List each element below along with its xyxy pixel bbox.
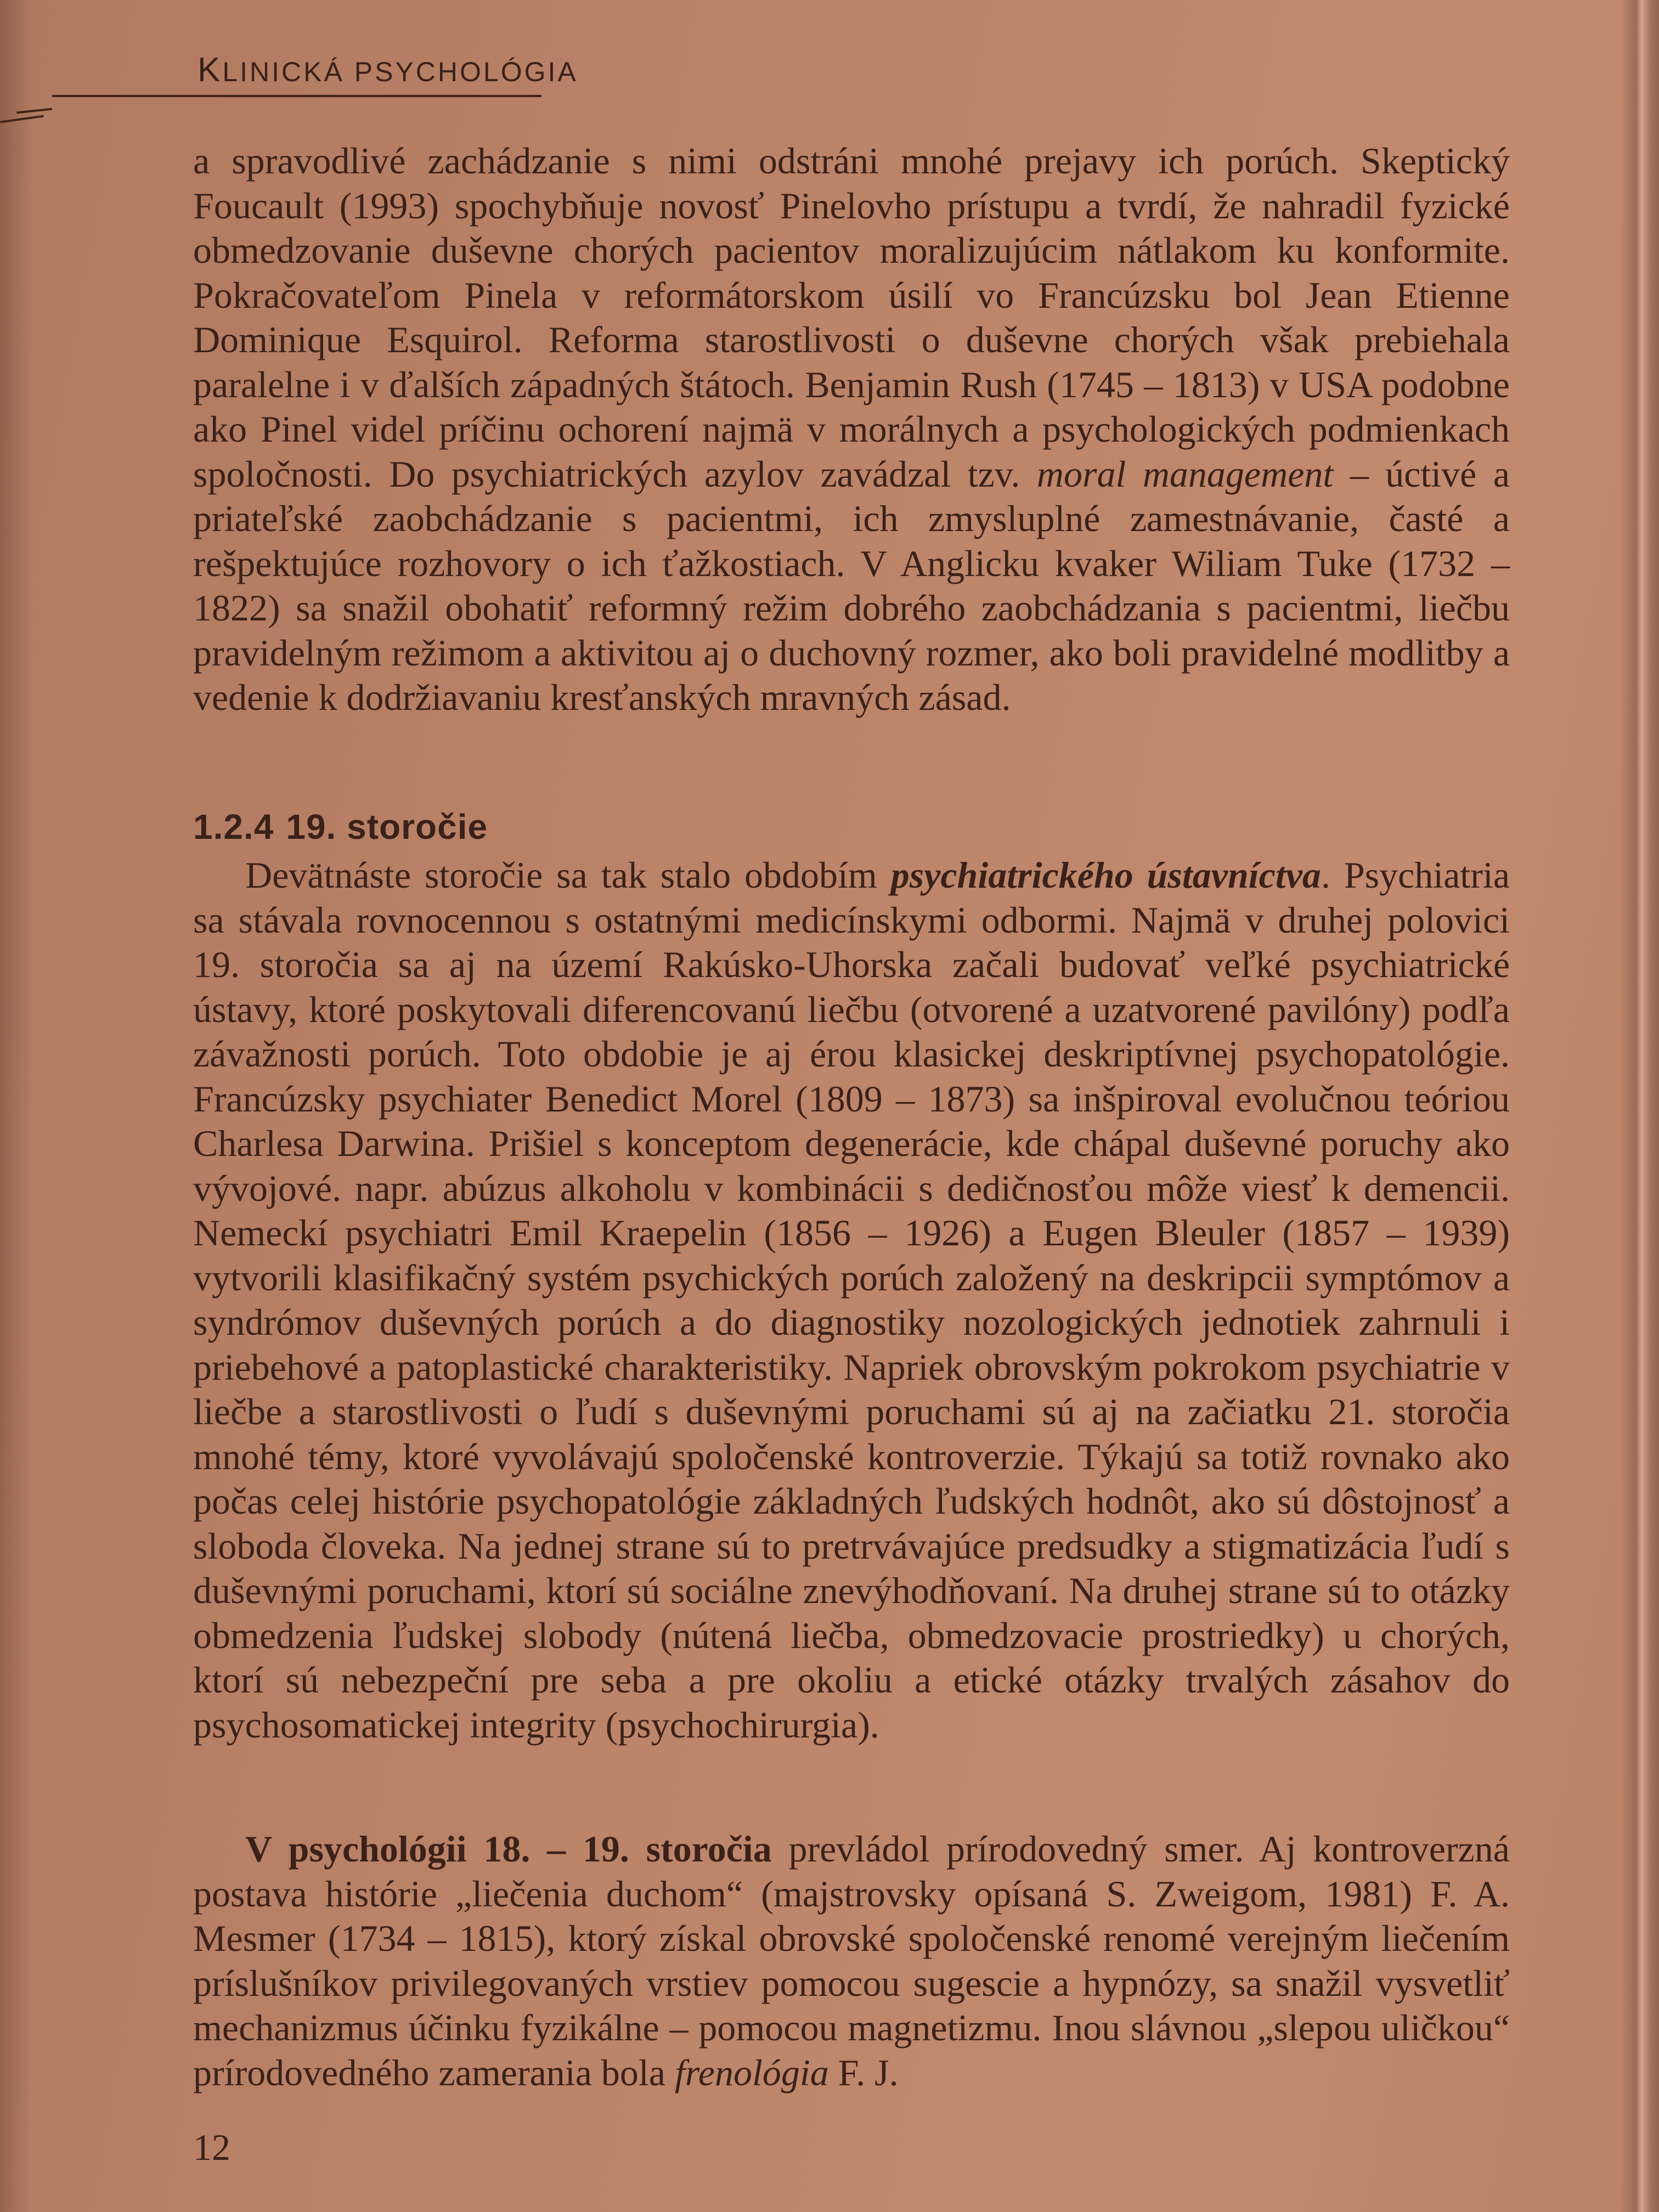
section-heading xyxy=(193,806,488,847)
header-rule xyxy=(52,95,541,97)
term-frenologia: frenológia xyxy=(674,2051,829,2094)
page-number: 12 xyxy=(193,2126,230,2168)
section-title: 19. storočie xyxy=(286,807,488,847)
running-header-text: LINICKÁ PSYCHOLÓGIA xyxy=(222,57,578,87)
running-header-initial: K xyxy=(198,51,223,89)
paragraph-1-text: a spravodlivé zachádzanie s nimi odstráni mnohé prejavy ich porúch. Skeptický Foucault (1993) spochybňuje novosť Pinelovho prístupu a tvrdí, že nahradil fyzické obmedzovanie duševne chorých pacientov moralizujúcim nátlakom ku konformite. Pokračovateľom Pinela v reformátorskom úsilí vo Francúzsku bol Jean Etienne Dominique Esquirol. Reforma starostlivosti o duševne chorých však prebiehala paralelne i v ďalších západných štátoch. Benjamin Rush (1745 – 1813) v USA podobne ako Pinel videl príčinu ochorení najmä v morálnych a psychologických podmienkach spoločnosti. Do psychiatrických azylov zavádzal tzv. xyxy=(193,140,1510,495)
page-edge-line xyxy=(1640,0,1641,2212)
paragraph-3-lead: V psychológii 18. – 19. storočia xyxy=(245,1828,772,1870)
paragraph-1-text-cont: – úctivé a priateľské zaobchádzanie s pacientmi, ich zmysluplné zamestnávanie, časté a rešpektujúce rozhovory o ich ťažkostiach. V Anglicku kvaker Wiliam Tuke (1732 – 1822) sa snažil obohatiť reformný režim dobrého zaobchádzania s pacientmi, liečbu pravidelným režimom a aktivitou aj o duchovný rozmer, ako boli pravidelné modlitby a vedenie k dodržiavaniu kresťanských mravných zásad. xyxy=(193,453,1510,718)
paragraph-2-text-cont: . Psychiatria sa stávala rovnocennou s ostatnými medicínskymi odbormi. Najmä v druhej polovici 19. storočia sa aj na území Rakúsko-Uhorska začali budovať veľké psychiatrické ústavy, ktoré poskytovali diferencovanú liečbu (otvorené a uzatvorené pavilóny) podľa závažnosti porúch. Toto obdobie je aj érou klasickej deskriptívnej psychopatológie. Francúzsky psychiater Benedict Morel (1809 – 1873) sa inšpiroval evolučnou teóriou Charlesa Darwina. Prišiel s konceptom degenerácie, kde chápal duševné poruchy ako vývojové. napr. abúzus alkoholu v kombinácii s dedičnosťou môže viesť k demencii. Nemeckí psychiatri Emil Kraepelin (1856 – 1926) a Eugen Bleuler (1857 – 1939) vytvorili klasifikačný systém psychických porúch založený na deskripcii symptómov a syndrómov duševných porúch a do diagnostiky nozologických jednotiek zahrnuli i priebehové a patoplastické charakteristiky. Napriek obrovským pokrokom psychiatrie v liečbe a starostlivosti o ľudí s duševnými poruchami sú aj na začiatku 21. storočia mnohé témy, ktoré vyvolávajú spoločenské kontroverzie. Týkajú sa totiž rovnako ako počas celej histórie psychopatológie základných ľudských hodnôt, ako sú dôstojnosť a sloboda človeka. Na jednej strane sú to pretrvávajúce predsudky a stigmatizácia ľudí s duševnými poruchami, ktorí sú sociálne znevýhodňovaní. Na druhej strane sú to otázky obmedzenia ľudskej slobody (nútená liečba, obmedzovacie prostriedky) u chorých, ktorí sú nebezpeční pre seba a pre okoliu a etické otázky trvalých zásahov do psychosomatickej integrity (psychochirurgia). xyxy=(193,854,1510,1746)
paragraph-2-text: Devätnáste storočie sa tak stalo obdobím xyxy=(245,854,891,896)
section-number: 1.2.4 xyxy=(193,807,274,847)
paragraph-2 xyxy=(193,853,1510,1747)
paragraph-3 xyxy=(193,1827,1510,2095)
paragraph-1 xyxy=(193,139,1510,720)
term-psychiatric-institutionalism: psychiatrického ústavníctva xyxy=(890,854,1321,896)
paragraph-3-text-cont: F. J. xyxy=(828,2051,899,2094)
term-moral-management: moral management xyxy=(1036,453,1334,495)
book-spine-shadow xyxy=(0,0,33,2212)
running-header xyxy=(198,50,578,89)
paragraph-3-text: prevládol prírodovedný smer. Aj kontroverzná postava histórie „liečenia duchom“ (majstrovsky opísaná S. Zweigom, 1981) F. A. Mesmer (1734 – 1815), ktorý získal obrovské spoločenské renomé verejným liečením príslušníkov privilegovaných vrstiev pomocou sugescie a hypnózy, sa snažil vysvetliť mechanizmus účinku fyzikálne – pomocou magnetizmu. Inou slávnou „slepou uličkou“ prírodovedného zamerania bola xyxy=(193,1828,1510,2094)
